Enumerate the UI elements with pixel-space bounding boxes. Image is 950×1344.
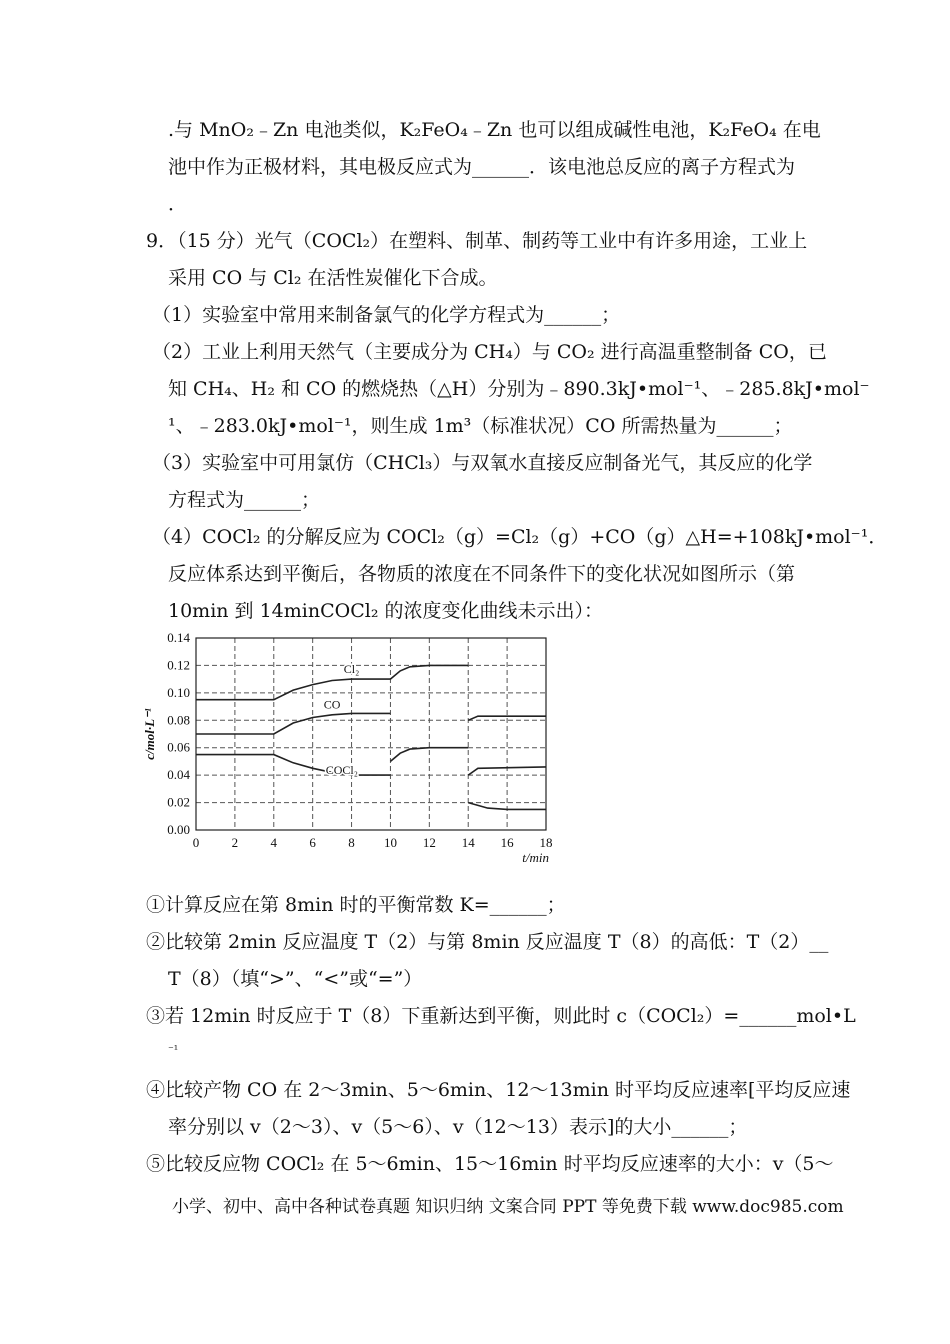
y-tick-label: 0.12: [167, 657, 190, 673]
sub-question-2: ②比较第 2min 反应温度 T（2）与第 8min 反应温度 T（8）的高低：T（2）__: [146, 931, 829, 953]
text-line-5: 采用 CO 与 Cl₂ 在活性炭催化下合成。: [168, 267, 498, 289]
y-tick-label: 0.06: [167, 739, 190, 755]
y-tick-label: 0.08: [167, 712, 190, 728]
series-label: COCl₂: [325, 762, 358, 777]
y-tick-label: 0.14: [167, 630, 190, 645]
text-line-13: 反应体系达到平衡后，各物质的浓度在不同条件下的变化状况如图所示（第: [168, 563, 796, 585]
x-tick-label: 12: [422, 835, 436, 850]
text-line-3: ．: [168, 193, 188, 215]
text-line-14: 10min 到 14minCOCl₂ 的浓度变化曲线未示出）：: [168, 600, 603, 622]
y-axis-label: c/mol·L⁻¹: [142, 708, 157, 760]
text-line-1: .与 MnO₂﹣Zn 电池类似，K₂FeO₄﹣Zn 也可以组成碱性电池，K₂FeO₄ 在电: [168, 119, 821, 141]
sub-question-5: ⑤比较反应物 COCl₂ 在 5～6min、15～16min 时平均反应速率的大小：v（5～: [146, 1153, 834, 1175]
part-3: （3）实验室中可用氯仿（CHCl₃）与双氧水直接反应制备光气，其反应的化学: [152, 452, 813, 474]
y-tick-label: 0.04: [167, 767, 190, 783]
text-line-17: T（8）（填“>”、“<”或“=”）: [168, 968, 423, 990]
x-tick-label: 18: [539, 835, 553, 850]
text-line-2: 池中作为正极材料，其电极反应式为______．该电池总反应的离子方程式为: [168, 156, 796, 178]
series-label: Cl₂: [343, 662, 360, 677]
text-line-8: 知 CH₄、H₂ 和 CO 的燃烧热（△H）分别为﹣890.3kJ•mol⁻¹、﹣285.8kJ•mol⁻: [168, 378, 870, 400]
part-1: （1）实验室中常用来制备氯气的化学方程式为______；: [152, 304, 621, 326]
x-tick-label: 0: [192, 835, 200, 850]
text-line-9: ¹、﹣283.0kJ•mol⁻¹，则生成 1m³（标准状况）CO 所需热量为______；: [168, 415, 793, 437]
series-line-cl2: [196, 679, 390, 700]
series-line-co: [196, 713, 390, 734]
series-label: CO: [323, 697, 341, 712]
series-line-cocl2: [196, 755, 390, 776]
x-tick-label: 4: [270, 835, 278, 850]
y-tick-label: 0.02: [167, 794, 190, 810]
sub-question-1: ①计算反应在第 8min 时的平衡常数 K=______；: [146, 894, 566, 916]
x-tick-label: 16: [500, 835, 514, 850]
y-tick-label: 0.10: [167, 684, 190, 700]
footer-banner: 小学、初中、高中各种试卷真题 知识归纳 文案合同 PPT 等免费下载 www.doc985.com: [172, 1197, 844, 1217]
sub-question-4: ④比较产物 CO 在 2～3min、5～6min、12～13min 时平均反应速率[平均反应速: [146, 1079, 851, 1101]
concentration-chart: [138, 628, 568, 868]
text-line-19: ⁻¹: [168, 1043, 179, 1056]
question-9-heading: 9．（15 分）光气（COCl₂）在塑料、制革、制药等工业中有许多用途，工业上: [146, 230, 808, 252]
x-axis-label: t/min: [522, 850, 549, 865]
x-tick-label: 8: [348, 835, 355, 850]
part-2: （2）工业上利用天然气（主要成分为 CH₄）与 CO₂ 进行高温重整制备 CO，已: [152, 341, 827, 363]
text-line-21: 率分别以 v（2～3）、v（5～6）、v（12～13）表示]的大小______；: [168, 1116, 748, 1138]
x-tick-label: 14: [461, 835, 475, 850]
sub-question-3: ③若 12min 时反应于 T（8）下重新达到平衡，则此时 c（COCl₂）=______mol•L: [146, 1005, 856, 1027]
y-tick-label: 0.00: [167, 822, 190, 837]
x-tick-label: 6: [309, 835, 316, 850]
text-line-11: 方程式为______；: [168, 489, 321, 511]
x-tick-label: 10: [383, 835, 397, 850]
part-4: （4）COCl₂ 的分解反应为 COCl₂（g）=Cl₂（g）+CO（g）△H=+108kJ•mol⁻¹．: [152, 526, 888, 548]
x-tick-label: 2: [231, 835, 239, 850]
